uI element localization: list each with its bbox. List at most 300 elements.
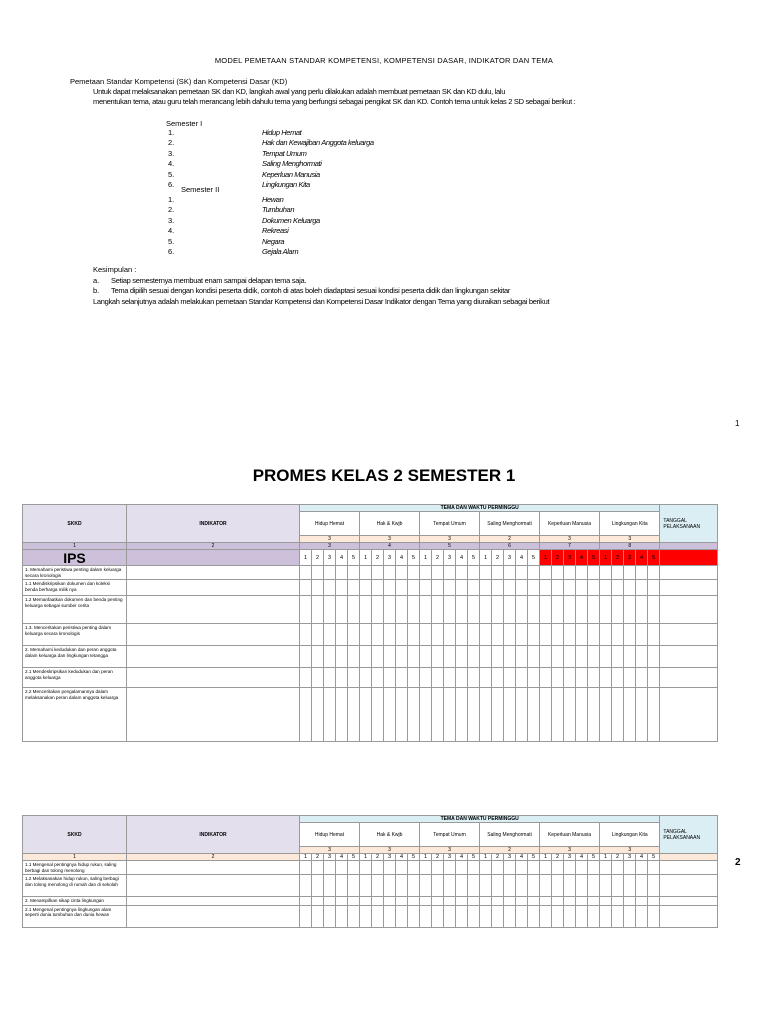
indikator-cell [127, 668, 300, 688]
list-number: 2. [168, 205, 175, 215]
indikator-cell [127, 861, 300, 875]
week-cell [444, 596, 456, 624]
week-cell [444, 897, 456, 906]
list-number: 4. [168, 159, 175, 169]
week-number: 4 [396, 854, 408, 861]
tanggal-cell [660, 668, 718, 688]
week-cell [576, 688, 588, 742]
week-cell [528, 905, 540, 927]
week-cell [624, 688, 636, 742]
week-cell [612, 875, 624, 897]
theme-weeks: 3 [600, 536, 660, 543]
week-cell [588, 596, 600, 624]
week-number: 3 [384, 854, 396, 861]
week-cell [324, 580, 336, 596]
week-cell [576, 596, 588, 624]
theme-name: Hidup Hemat [300, 512, 360, 536]
week-number: 1 [360, 854, 372, 861]
week-cell [384, 688, 396, 742]
week-cell [396, 905, 408, 927]
week-cell [588, 861, 600, 875]
week-cell [600, 566, 612, 580]
col-number: 2 [127, 543, 300, 550]
theme-name: Hak & Kwjb [360, 512, 420, 536]
week-cell [468, 905, 480, 927]
week-number: 3 [444, 854, 456, 861]
week-cell [612, 905, 624, 927]
week-cell [360, 624, 372, 646]
week-number: 3 [444, 550, 456, 566]
week-cell [468, 875, 480, 897]
theme-weeks: 2 [480, 536, 540, 543]
week-cell [516, 688, 528, 742]
week-cell [648, 566, 660, 580]
theme-number: 8 [600, 543, 660, 550]
week-cell [444, 861, 456, 875]
week-cell [312, 875, 324, 897]
list-number: 5. [168, 236, 175, 246]
week-number: 1 [540, 854, 552, 861]
theme-weeks: 2 [480, 847, 540, 854]
list-item: Setiap semesternya membuat enam sampai delapan tema saja. [111, 276, 307, 285]
week-cell [648, 905, 660, 927]
week-cell [336, 875, 348, 897]
week-number: 4 [636, 550, 648, 566]
week-cell [480, 668, 492, 688]
week-cell [552, 668, 564, 688]
week-number: 4 [336, 854, 348, 861]
week-number: 4 [336, 550, 348, 566]
col-number: 1 [23, 543, 127, 550]
week-cell [600, 624, 612, 646]
week-cell [612, 566, 624, 580]
theme-weeks: 3 [540, 536, 600, 543]
week-cell [600, 905, 612, 927]
skkd-cell: 2. Menampilkan sikap cinta lingkungan [23, 897, 127, 906]
skkd-header: SKKD [23, 816, 127, 854]
week-cell [432, 596, 444, 624]
week-number: 3 [324, 854, 336, 861]
skkd-header: SKKD [23, 505, 127, 543]
week-cell [408, 624, 420, 646]
week-number: 5 [528, 854, 540, 861]
paragraph-line-1: Untuk dapat melaksanakan pemetaan SK dan KD, langkah awal yang perlu dilakukan adalah membuat pemetaan SK dan KD dulu, lalu [93, 87, 506, 96]
week-cell [408, 897, 420, 906]
week-cell [444, 905, 456, 927]
list-item: Dokumen Keluarga [262, 215, 320, 225]
week-cell [588, 905, 600, 927]
indikator-cell [127, 596, 300, 624]
week-cell [360, 668, 372, 688]
page-number-1: 1 [735, 419, 740, 428]
week-number: 4 [516, 550, 528, 566]
week-cell [564, 897, 576, 906]
week-cell [468, 861, 480, 875]
theme-number: 7 [540, 543, 600, 550]
week-cell [372, 566, 384, 580]
week-cell [420, 668, 432, 688]
week-cell [348, 646, 360, 668]
week-cell [408, 668, 420, 688]
week-cell [552, 875, 564, 897]
week-cell [372, 580, 384, 596]
tanggal-cell [660, 905, 718, 927]
week-cell [540, 646, 552, 668]
skkd-cell: 2.1 Mengenal pentingnya lingkungan alam seperti dunia tumbuhan dan dunia hewan [23, 905, 127, 927]
week-cell [588, 875, 600, 897]
week-cell [396, 580, 408, 596]
week-cell [564, 875, 576, 897]
week-cell [444, 668, 456, 688]
week-cell [348, 905, 360, 927]
week-number: 3 [384, 550, 396, 566]
week-cell [600, 596, 612, 624]
week-cell [588, 580, 600, 596]
week-cell [600, 580, 612, 596]
week-cell [624, 624, 636, 646]
week-cell [540, 566, 552, 580]
week-cell [492, 688, 504, 742]
week-cell [456, 688, 468, 742]
week-cell [300, 566, 312, 580]
week-cell [480, 596, 492, 624]
week-cell [432, 566, 444, 580]
tanggal-cell [660, 580, 718, 596]
week-cell [624, 905, 636, 927]
blank-cell [127, 550, 300, 566]
week-cell [324, 875, 336, 897]
week-cell [408, 905, 420, 927]
week-cell [504, 668, 516, 688]
week-cell [636, 646, 648, 668]
week-cell [528, 566, 540, 580]
week-cell [624, 646, 636, 668]
blank-cell [660, 854, 718, 861]
week-cell [372, 624, 384, 646]
kesimpulan-label: Kesimpulan : [93, 265, 137, 274]
document-heading: MODEL PEMETAAN STANDAR KOMPETENSI, KOMPETENSI DASAR, INDIKATOR DAN TEMA [214, 56, 554, 65]
indikator-cell [127, 624, 300, 646]
week-cell [648, 897, 660, 906]
week-cell [456, 646, 468, 668]
week-cell [432, 875, 444, 897]
week-cell [432, 580, 444, 596]
week-number: 5 [348, 550, 360, 566]
week-cell [348, 596, 360, 624]
theme-name: Tempat Umum [420, 823, 480, 847]
list-item: Hidup Hemat [262, 128, 302, 137]
week-cell [384, 668, 396, 688]
week-cell [480, 580, 492, 596]
week-cell [636, 566, 648, 580]
week-cell [324, 897, 336, 906]
list-number: 6. [168, 247, 175, 256]
week-cell [432, 646, 444, 668]
week-cell [480, 624, 492, 646]
theme-number: 4 [360, 543, 420, 550]
week-cell [480, 875, 492, 897]
week-cell [516, 646, 528, 668]
week-cell [492, 897, 504, 906]
week-cell [564, 668, 576, 688]
list-number: 1. [168, 195, 175, 204]
week-cell [324, 905, 336, 927]
week-number: 2 [552, 550, 564, 566]
theme-number: 3 [300, 543, 360, 550]
week-cell [396, 624, 408, 646]
list-item: Hak dan Kewajiban Anggota keluarga [262, 138, 374, 148]
week-cell [408, 566, 420, 580]
week-cell [480, 861, 492, 875]
week-cell [456, 875, 468, 897]
week-number: 2 [312, 550, 324, 566]
list-number: b. [93, 286, 100, 296]
week-cell [600, 668, 612, 688]
theme-weeks: 3 [300, 536, 360, 543]
week-number: 4 [516, 854, 528, 861]
week-cell [516, 596, 528, 624]
week-cell [348, 688, 360, 742]
week-number: 5 [588, 854, 600, 861]
week-cell [324, 861, 336, 875]
week-cell [372, 646, 384, 668]
week-cell [312, 668, 324, 688]
week-cell [636, 668, 648, 688]
week-cell [504, 566, 516, 580]
week-cell [468, 596, 480, 624]
week-number: 5 [408, 854, 420, 861]
week-cell [588, 624, 600, 646]
week-cell [612, 596, 624, 624]
week-cell [588, 897, 600, 906]
week-cell [300, 668, 312, 688]
week-cell [576, 875, 588, 897]
week-cell [420, 646, 432, 668]
week-cell [504, 624, 516, 646]
week-cell [432, 905, 444, 927]
list-number: 3. [168, 148, 175, 158]
week-cell [420, 580, 432, 596]
week-number: 1 [540, 550, 552, 566]
week-cell [528, 596, 540, 624]
week-cell [564, 905, 576, 927]
week-cell [468, 566, 480, 580]
week-number: 5 [468, 550, 480, 566]
week-cell [492, 580, 504, 596]
week-cell [648, 861, 660, 875]
week-number: 2 [312, 854, 324, 861]
week-number: 3 [324, 550, 336, 566]
week-cell [396, 668, 408, 688]
week-cell [576, 905, 588, 927]
week-cell [528, 861, 540, 875]
week-cell [612, 688, 624, 742]
week-cell [384, 897, 396, 906]
week-cell [360, 566, 372, 580]
indikator-cell [127, 905, 300, 927]
week-cell [564, 688, 576, 742]
week-cell [540, 861, 552, 875]
week-number: 4 [456, 550, 468, 566]
week-number: 5 [648, 550, 660, 566]
week-cell [648, 580, 660, 596]
week-cell [552, 861, 564, 875]
week-cell [456, 624, 468, 646]
semester1-label: Semester I [166, 119, 203, 128]
week-cell [540, 688, 552, 742]
week-cell [528, 668, 540, 688]
week-number: 5 [648, 854, 660, 861]
week-cell [516, 861, 528, 875]
list-number: 3. [168, 215, 175, 225]
week-cell [576, 646, 588, 668]
week-cell [348, 861, 360, 875]
week-cell [564, 566, 576, 580]
theme-weeks: 3 [420, 536, 480, 543]
week-cell [444, 688, 456, 742]
tanggal-header: TANGGAL PELAKSANAAN [660, 816, 718, 854]
week-cell [552, 624, 564, 646]
week-cell [636, 688, 648, 742]
week-cell [456, 861, 468, 875]
skkd-cell: 2.1 Mendeskripsikan kedudukan dan peran anggota keluarga [23, 668, 127, 688]
week-cell [468, 580, 480, 596]
week-cell [384, 861, 396, 875]
week-cell [492, 566, 504, 580]
week-cell [564, 596, 576, 624]
week-cell [612, 668, 624, 688]
week-cell [576, 624, 588, 646]
week-cell [516, 875, 528, 897]
week-cell [468, 624, 480, 646]
week-cell [348, 580, 360, 596]
week-cell [408, 646, 420, 668]
tanggal-header: TANGGAL PELAKSANAAN [660, 505, 718, 543]
week-cell [648, 668, 660, 688]
week-cell [348, 566, 360, 580]
week-number: 2 [492, 854, 504, 861]
week-cell [420, 897, 432, 906]
week-cell [336, 688, 348, 742]
week-cell [300, 596, 312, 624]
week-cell [420, 861, 432, 875]
week-cell [348, 875, 360, 897]
week-cell [360, 905, 372, 927]
week-cell [372, 897, 384, 906]
tanggal-cell [660, 861, 718, 875]
theme-name: Saling Menghormati [480, 512, 540, 536]
week-cell [636, 580, 648, 596]
list-item: Saling Menghormati [262, 159, 322, 169]
week-number: 2 [612, 854, 624, 861]
theme-weeks: 3 [360, 536, 420, 543]
theme-weeks: 3 [600, 847, 660, 854]
week-cell [360, 580, 372, 596]
week-cell [408, 580, 420, 596]
week-cell [492, 875, 504, 897]
week-number: 1 [420, 550, 432, 566]
week-number: 4 [396, 550, 408, 566]
week-cell [456, 596, 468, 624]
list-item: Hewan [262, 195, 284, 204]
week-cell [336, 566, 348, 580]
week-cell [324, 566, 336, 580]
week-cell [312, 646, 324, 668]
week-cell [540, 580, 552, 596]
week-cell [360, 596, 372, 624]
skkd-cell: 1.3. Menceritakan peristiwa penting dalam keluarga secara kronologis [23, 624, 127, 646]
week-cell [420, 875, 432, 897]
list-item: Negara [262, 236, 285, 246]
week-number: 2 [432, 550, 444, 566]
week-cell [408, 596, 420, 624]
week-cell [552, 580, 564, 596]
week-cell [648, 596, 660, 624]
week-cell [480, 897, 492, 906]
week-cell [384, 596, 396, 624]
theme-name: Keperluan Manusia [540, 823, 600, 847]
week-cell [540, 624, 552, 646]
week-cell [624, 897, 636, 906]
week-cell [420, 688, 432, 742]
week-cell [612, 580, 624, 596]
week-cell [588, 646, 600, 668]
week-cell [372, 875, 384, 897]
week-cell [336, 668, 348, 688]
week-cell [312, 596, 324, 624]
week-cell [600, 646, 612, 668]
indikator-cell [127, 875, 300, 897]
week-cell [612, 897, 624, 906]
skkd-cell: 1.1 Mengenal pentingnya hidup rukun, saling berbagi dan tolong menolong [23, 861, 127, 875]
week-number: 1 [420, 854, 432, 861]
indikator-cell [127, 688, 300, 742]
week-cell [312, 566, 324, 580]
week-cell [540, 668, 552, 688]
tanggal-cell [660, 897, 718, 906]
week-number: 5 [468, 854, 480, 861]
week-cell [528, 897, 540, 906]
week-cell [504, 580, 516, 596]
week-cell [408, 861, 420, 875]
indikator-cell [127, 897, 300, 906]
week-cell [552, 905, 564, 927]
week-number: 5 [588, 550, 600, 566]
week-number: 1 [600, 550, 612, 566]
week-number: 3 [504, 550, 516, 566]
week-cell [408, 875, 420, 897]
week-cell [360, 861, 372, 875]
list-item: Rekreasi [262, 226, 289, 236]
theme-name: Tempat Umum [420, 512, 480, 536]
week-cell [552, 897, 564, 906]
theme-name: Saling Menghormati [480, 823, 540, 847]
week-cell [444, 566, 456, 580]
week-cell [564, 580, 576, 596]
week-cell [480, 566, 492, 580]
week-cell [624, 580, 636, 596]
week-cell [552, 646, 564, 668]
skkd-cell: 1. Memahami peristiwa penting dalam keluarga secara kronologis [23, 566, 127, 580]
week-cell [324, 668, 336, 688]
week-cell [396, 875, 408, 897]
week-cell [516, 566, 528, 580]
week-cell [504, 646, 516, 668]
subheading: Pemetaan Standar Kompetensi (SK) dan Kompetensi Dasar (KD) [70, 77, 288, 86]
week-number: 2 [492, 550, 504, 566]
week-cell [540, 596, 552, 624]
week-cell [396, 566, 408, 580]
